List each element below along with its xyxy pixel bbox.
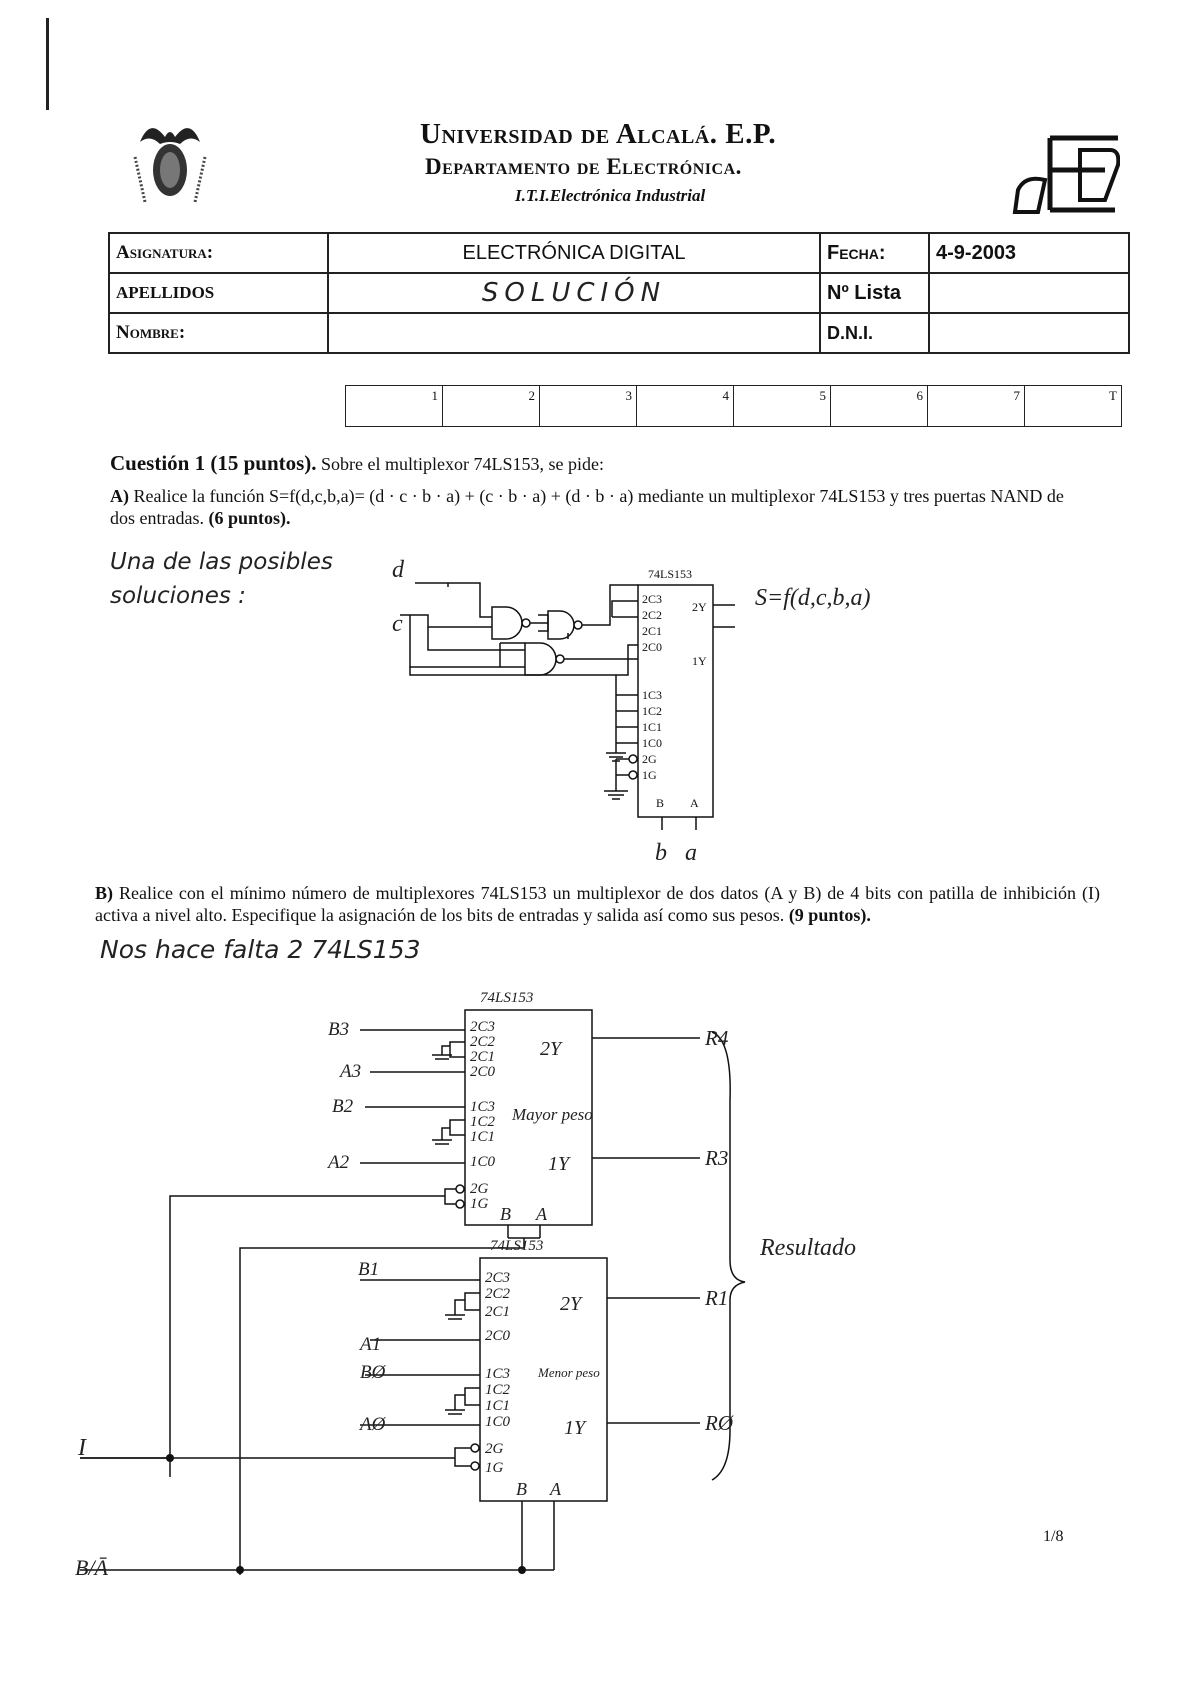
select-label: B/Ā	[75, 1555, 108, 1580]
select-pin-label: A	[536, 1204, 547, 1224]
question1-intro: Sobre el multiplexor 74LS153, se pide:	[321, 454, 605, 474]
pin-label: 1Y	[692, 654, 707, 668]
dni-value[interactable]	[929, 313, 1129, 353]
pin-label: 2C0	[485, 1328, 511, 1344]
fecha-value: 4-9-2003	[929, 233, 1129, 273]
lista-value[interactable]	[929, 273, 1129, 313]
output-label: R4	[705, 1026, 729, 1050]
apellidos-value[interactable]: SOLUCIÓN	[328, 273, 820, 313]
select-pin-label: A	[550, 1479, 561, 1499]
input-label: B3	[328, 1019, 350, 1040]
score-box[interactable]: T	[1025, 386, 1122, 427]
output-label: R3	[705, 1146, 729, 1170]
score-box[interactable]: 1	[346, 386, 443, 427]
university-title: Universidad de Alcalá. E.P.	[420, 118, 777, 150]
score-box[interactable]: 4	[637, 386, 734, 427]
junction-dot	[518, 1566, 526, 1574]
pin-label: 1G	[485, 1460, 504, 1476]
junction-dot	[236, 1566, 244, 1574]
pin-label: 2C2	[470, 1034, 496, 1050]
question1-part-a	[110, 485, 1070, 529]
top-chip-note: Mayor peso	[512, 1105, 593, 1124]
input-label: B1	[358, 1259, 380, 1280]
pin-label: 1C2	[642, 704, 663, 718]
input-label: BØ	[360, 1362, 386, 1383]
part-b-label: B)	[95, 883, 113, 903]
select-b-label: b	[655, 840, 667, 866]
input-c-label: c	[392, 611, 403, 637]
part-a-points: (6 puntos).	[208, 508, 291, 528]
result-label: Resultado	[760, 1235, 856, 1261]
university-crest-icon	[120, 112, 220, 212]
select-pin-label: B	[516, 1479, 527, 1499]
pin-label: 2C0	[470, 1064, 496, 1080]
score-box[interactable]: 6	[831, 386, 928, 427]
pin-label: 1C3	[642, 688, 663, 702]
pin-label: 2G	[485, 1441, 504, 1457]
bottom-out-label: 1Y	[564, 1417, 586, 1439]
pin-label: 2G	[470, 1181, 489, 1197]
score-box[interactable]: 7	[928, 386, 1025, 427]
bottom-out-label: 2Y	[560, 1293, 582, 1315]
pin-label: 1G	[642, 768, 657, 782]
nombre-label: Nombre:	[109, 313, 328, 353]
select-a-label: a	[685, 840, 697, 866]
pin-label: 1C0	[642, 736, 663, 750]
inhibit-label: I	[78, 1435, 86, 1461]
nombre-value[interactable]	[328, 313, 820, 353]
pin-label: 1G	[470, 1196, 489, 1212]
pin-label: 1C1	[642, 720, 663, 734]
lista-label: Nº Lista	[820, 273, 929, 313]
part-a-text: Realice la función S=f(d,c,b,a)= (d · c · b · a) + (c · b · a) + (d · b · a) mediante un multiplexor 74LS153 y tres puertas NAND de dos entradas.	[110, 486, 1064, 528]
apellidos-label: APELLIDOS	[109, 273, 328, 313]
top-out-label: 2Y	[540, 1038, 562, 1060]
pin-label: 1C0	[485, 1414, 511, 1430]
page-number: 1/8	[1043, 1528, 1064, 1545]
pin-label: A	[690, 796, 699, 810]
pin-label: 2G	[642, 752, 657, 766]
pin-label: 1C2	[470, 1114, 496, 1130]
pin-label: 2C3	[485, 1270, 511, 1286]
pin-label: 2C1	[470, 1049, 496, 1065]
question1-heading	[110, 452, 1110, 475]
part-a-label: A)	[110, 486, 129, 506]
fecha-label: Fecha:	[820, 233, 929, 273]
pin-label: 2C1	[642, 624, 663, 638]
bottom-chip-note: Menor peso	[538, 1365, 600, 1380]
top-chip-label: 74LS153	[480, 990, 534, 1006]
asignatura-label: Asignatura:	[109, 233, 328, 273]
pin-label: B	[656, 796, 665, 810]
pin-label: 1C1	[470, 1129, 496, 1145]
student-info-table	[108, 232, 1130, 354]
part-b-points: (9 puntos).	[788, 905, 871, 925]
pin-label: 1C3	[485, 1366, 511, 1382]
pin-label: 2C3	[470, 1019, 496, 1035]
circuit-b-schematic	[60, 980, 960, 1590]
input-label: AØ	[360, 1414, 386, 1435]
score-boxes	[345, 385, 1122, 427]
pin-label: 1C0	[470, 1154, 496, 1170]
pin-label: 2Y	[692, 600, 707, 614]
pin-label: 2C1	[485, 1304, 511, 1320]
select-pin-label: B	[500, 1204, 511, 1224]
pin-label: 1C1	[485, 1398, 511, 1414]
input-label: B2	[332, 1096, 354, 1117]
input-label: A1	[360, 1334, 382, 1355]
program-subtitle: I.T.I.Electrónica Industrial	[515, 186, 706, 205]
part-b-handwritten-note: Nos hace falta 2 74LS153	[100, 935, 421, 964]
question1-part-b	[95, 882, 1100, 926]
pin-label: 2C2	[485, 1286, 511, 1302]
dni-label: D.N.I.	[820, 313, 929, 353]
pin-label: 2C0	[642, 640, 663, 654]
pin-label: 2C2	[642, 608, 663, 622]
input-label: A2	[328, 1152, 350, 1173]
input-label: A3	[340, 1061, 362, 1082]
score-box[interactable]: 3	[540, 386, 637, 427]
pin-label: 1C2	[485, 1382, 511, 1398]
department-title: Departamento de Electrónica.	[425, 154, 742, 179]
part-b-text: Realice con el mínimo número de multiplexores 74LS153 un multiplexor de dos datos (A y B) de 4 bits con patilla de inhibición (I) activa a nivel alto. Especifique la asignación de los bits de entradas y salida así como sus pesos.	[95, 883, 1100, 925]
output-label: R1	[705, 1286, 729, 1310]
circuit-a-chip-label: 74LS153	[648, 567, 693, 581]
score-box[interactable]: 2	[443, 386, 540, 427]
department-logo-icon	[1010, 130, 1120, 220]
circuit-a-schematic	[380, 555, 940, 875]
score-box[interactable]: 5	[734, 386, 831, 427]
binder-mark	[46, 18, 49, 110]
asignatura-value: ELECTRÓNICA DIGITAL	[328, 233, 820, 273]
input-d-label: d	[392, 557, 404, 583]
pin-label: 1C3	[470, 1099, 496, 1115]
bottom-chip-label: 74LS153	[490, 1238, 544, 1254]
output-label: RØ	[705, 1411, 733, 1435]
question1-title: Cuestión 1 (15 puntos).	[110, 451, 317, 475]
pin-label: 2C3	[642, 592, 663, 606]
junction-dot	[166, 1454, 174, 1462]
part-a-handwritten-note: Una de las posibles soluciones :	[110, 549, 333, 609]
top-out-label: 1Y	[548, 1153, 570, 1175]
output-s-label: S=f(d,c,b,a)	[755, 585, 871, 611]
